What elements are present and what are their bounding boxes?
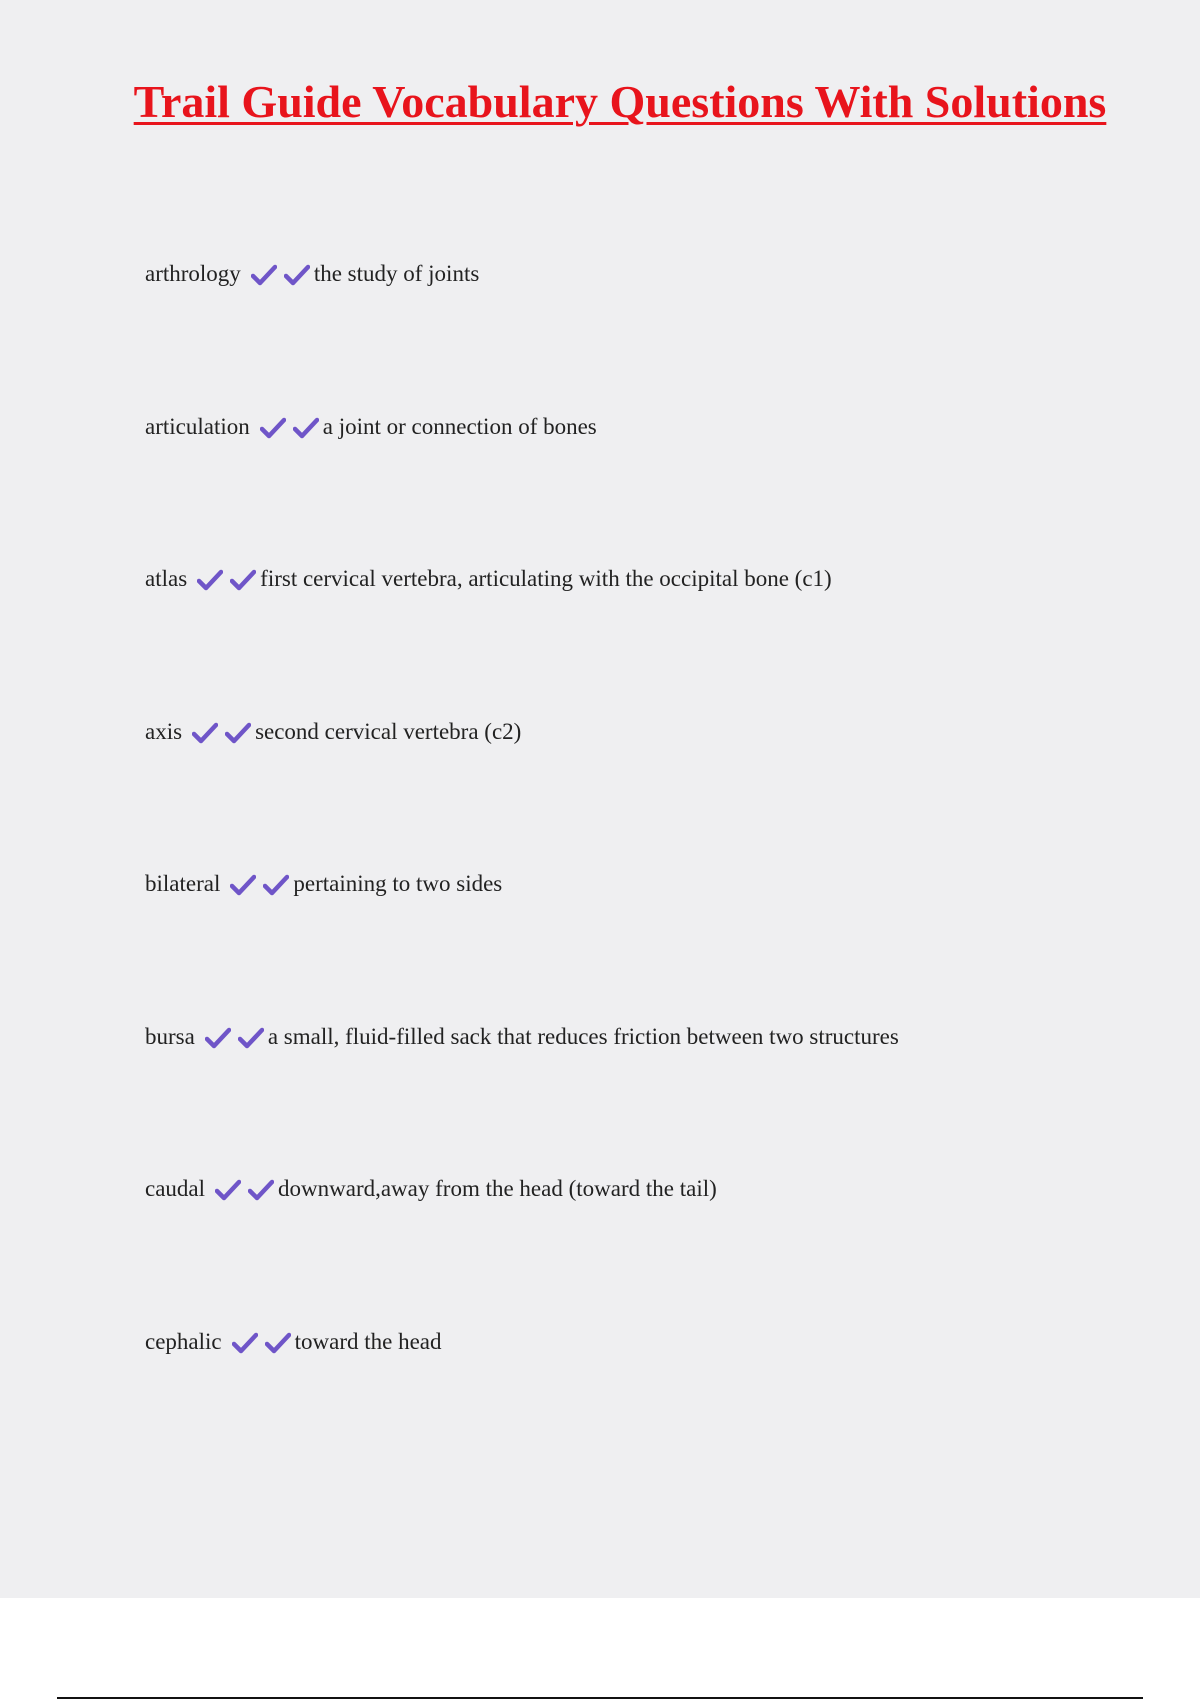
vocabulary-entry xyxy=(145,1021,1145,1174)
check-icon xyxy=(260,417,286,439)
vocabulary-term: cephalic xyxy=(145,1328,222,1354)
vocabulary-entry xyxy=(145,258,1145,411)
check-icon xyxy=(248,1179,274,1201)
check-icon xyxy=(230,874,256,896)
check-icon xyxy=(215,1179,241,1201)
vocabulary-definition: downward,away from the head (toward the tail) xyxy=(278,1176,717,1201)
vocabulary-definition: second cervical vertebra (c2) xyxy=(255,718,522,744)
check-icon xyxy=(225,722,251,744)
vocabulary-term: axis xyxy=(145,718,183,744)
vocabulary-definition: a small, fluid-filled sack that reduces friction between two structures xyxy=(267,1023,899,1049)
vocabulary-definition: toward the head xyxy=(294,1328,442,1354)
vocabulary-definition: the study of joints xyxy=(313,261,480,286)
page-title: Trail Guide Vocabulary Questions With Solutions xyxy=(133,76,1107,127)
check-icon xyxy=(197,569,223,591)
footer-divider xyxy=(57,1697,1143,1699)
check-icon xyxy=(293,417,319,439)
vocabulary-term: bilateral xyxy=(145,871,221,896)
check-icon xyxy=(192,722,218,744)
vocabulary-entry xyxy=(145,563,1145,716)
vocabulary-term: bursa xyxy=(145,1023,195,1049)
vocabulary-entry xyxy=(145,1326,1145,1479)
vocabulary-entry xyxy=(145,1173,1145,1326)
vocabulary-definition: a joint or connection of bones xyxy=(322,413,597,439)
vocabulary-definition: pertaining to two sides xyxy=(293,871,503,896)
check-icon xyxy=(238,1027,264,1049)
vocabulary-term: arthrology xyxy=(145,261,241,286)
check-icon xyxy=(232,1332,258,1354)
check-icon xyxy=(265,1332,291,1354)
check-icon xyxy=(284,264,310,286)
vocabulary-term: articulation xyxy=(145,413,250,439)
check-icon xyxy=(230,569,256,591)
check-icon xyxy=(251,264,277,286)
check-icon xyxy=(205,1027,231,1049)
vocabulary-entry xyxy=(145,411,1145,564)
vocabulary-term: atlas xyxy=(145,566,188,591)
vocabulary-list xyxy=(145,258,1145,1478)
vocabulary-entry xyxy=(145,716,1145,869)
check-icon xyxy=(263,874,289,896)
vocabulary-term: caudal xyxy=(145,1176,206,1201)
vocabulary-definition: first cervical vertebra, articulating with the occipital bone (c1) xyxy=(260,566,832,591)
vocabulary-entry xyxy=(145,868,1145,1021)
